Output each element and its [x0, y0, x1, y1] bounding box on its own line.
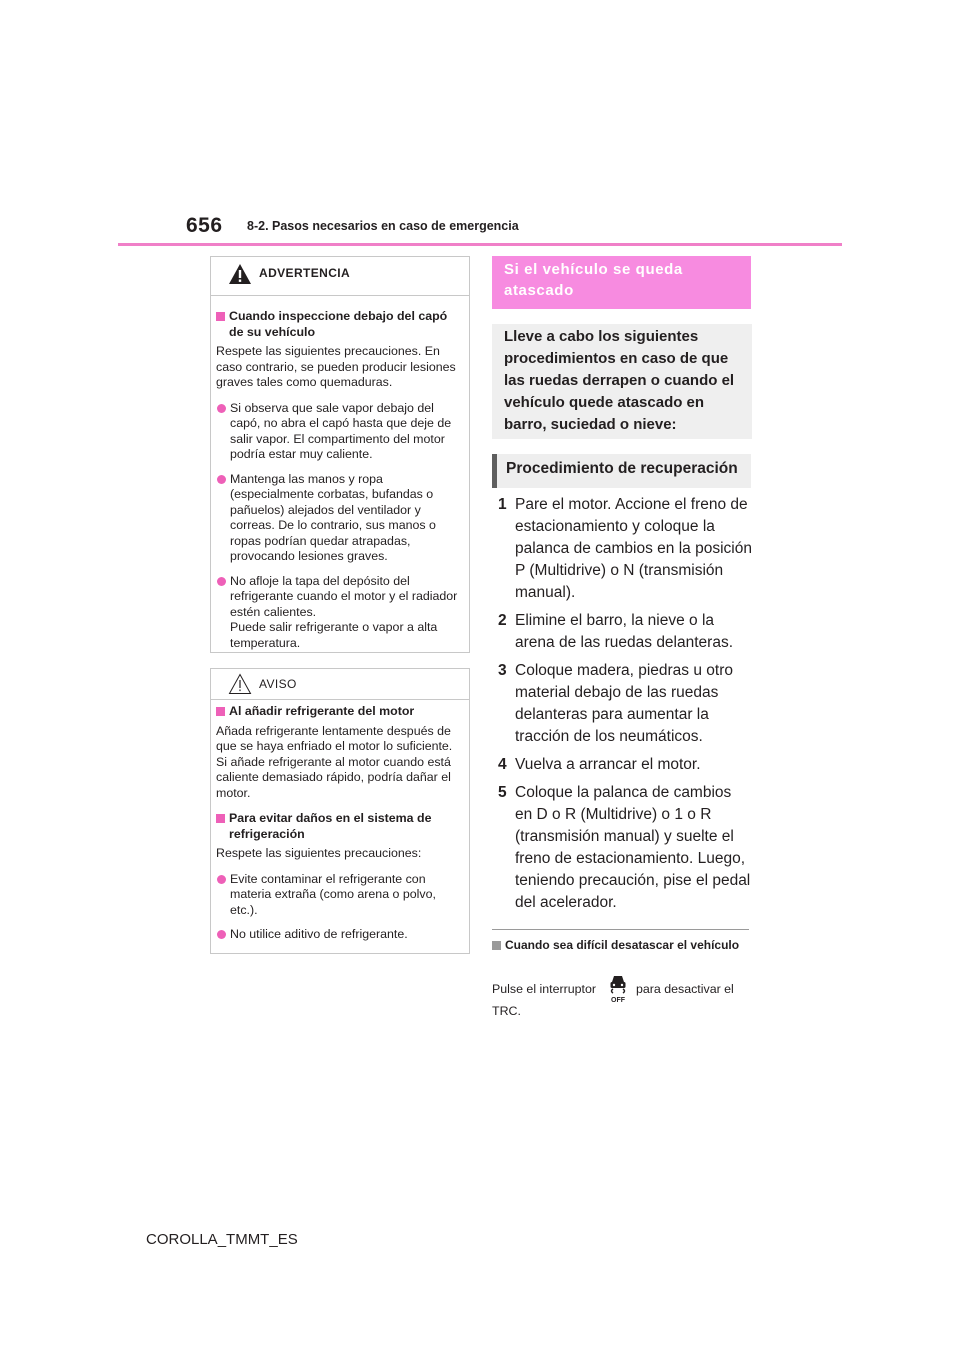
- header-rule: [118, 243, 842, 246]
- warning-bullet: Mantenga las manos y ropa (especialmente corbatas, bufandas o pañuelos) alejados del ventilador y correas. De lo contrario, sus manos o ropas podrían quedar atrapadas, provocando lesiones graves.: [216, 472, 459, 565]
- notice-bullet: Evite contaminar el refrigerante con materia extraña (como arena o polvo, etc.).: [216, 872, 459, 919]
- warning-bullet-continuation: Puede salir refrigerante o vapor a alta temperatura.: [230, 620, 438, 650]
- trc-off-icon: [605, 972, 631, 1009]
- step-text: Coloque la palanca de cambios en D o R (Multidrive) o 1 o R (transmisión manual) y suelte el freno de estacionamiento. Luego, teniendo precaución, pise el pedal del acelerador.: [515, 784, 751, 911]
- procedure-step: [492, 782, 752, 914]
- step-number: 4: [498, 756, 507, 773]
- note-suffix: para desactivar el: [636, 982, 734, 996]
- step-text: Vuelva a arrancar el motor.: [515, 756, 701, 773]
- procedure-step: [492, 610, 752, 654]
- step-text: Coloque madera, piedras u otro material debajo de las ruedas delanteras para aumentar la tracción de los neumáticos.: [515, 662, 733, 745]
- step-number: 2: [498, 612, 507, 629]
- notice-box-header: [211, 669, 469, 700]
- notice-heading-1: Al añadir refrigerante del motor: [216, 704, 459, 720]
- step-number: 5: [498, 784, 507, 801]
- note-end: TRC.: [492, 1004, 521, 1018]
- warning-bullet: Si observa que sale vapor debajo del capó, no abra el capó hasta que deje de salir vapor. El compartimento del motor podría estar muy caliente.: [216, 401, 459, 463]
- step-text: Pare el motor. Accione el freno de estacionamiento y coloque la palanca de cambios en la posición P (Multidrive) o N (transmisión manual).: [515, 496, 752, 601]
- warning-intro: Respete las siguientes precauciones. En caso contrario, se pueden producir lesiones graves tales como quemaduras.: [216, 344, 456, 389]
- note-heading: Cuando sea difícil desatascar el vehículo: [492, 938, 750, 952]
- section-title: Si el vehículo se queda atascado: [492, 256, 751, 309]
- note-block: [492, 938, 750, 956]
- notice-bullet: No utilice aditivo de refrigerante.: [216, 927, 459, 943]
- procedure-step: [492, 494, 752, 604]
- warning-heading: Cuando inspeccione debajo del capó de su vehículo: [216, 309, 459, 340]
- section-intro: Lleve a cabo los siguientes procedimientos en caso de que las ruedas derrapen o cuando el vehículo quede atascado en barro, suciedad o nieve:: [492, 324, 752, 439]
- step-number: 1: [498, 496, 507, 513]
- caution-triangle-icon: [228, 673, 252, 695]
- note-prefix: Pulse el interruptor: [492, 982, 596, 996]
- warning-box-header: [211, 257, 469, 296]
- step-text: Elimine el barro, la nieve o la arena de las ruedas delanteras.: [515, 612, 734, 651]
- notice-label: AVISO: [259, 677, 297, 691]
- notice-box: [210, 668, 470, 954]
- warning-body: [211, 296, 469, 651]
- procedure-title: Procedimiento de recuperación: [492, 454, 751, 488]
- warning-box: [210, 256, 470, 653]
- page-number: 656: [186, 214, 223, 237]
- procedure-steps: [492, 494, 752, 920]
- chapter-title: 8-2. Pasos necesarios en caso de emergencia: [247, 219, 519, 233]
- warning-triangle-icon: [228, 263, 252, 285]
- note-divider: [492, 929, 749, 930]
- footer-model: COROLLA_TMMT_ES: [146, 1231, 298, 1248]
- procedure-step: [492, 660, 752, 748]
- step-number: 3: [498, 662, 507, 679]
- trc-off-icon-label: OFF: [611, 997, 625, 1004]
- notice-text-1: Añada refrigerante lentamente después de que se haya enfriado el motor lo suficiente. Si añade refrigerante al motor cuando está caliente demasiado rápido, podría dañar el motor.: [216, 723, 453, 800]
- notice-body: [211, 700, 469, 943]
- warning-bullet: No afloje la tapa del depósito del refrigerante cuando el motor y el radiador estén calientes.: [216, 574, 459, 621]
- procedure-step: [492, 754, 752, 776]
- warning-label: ADVERTENCIA: [259, 266, 351, 280]
- notice-heading-2: Para evitar daños en el sistema de refrigeración: [216, 811, 459, 842]
- notice-text-2: Respete las siguientes precauciones:: [216, 846, 422, 860]
